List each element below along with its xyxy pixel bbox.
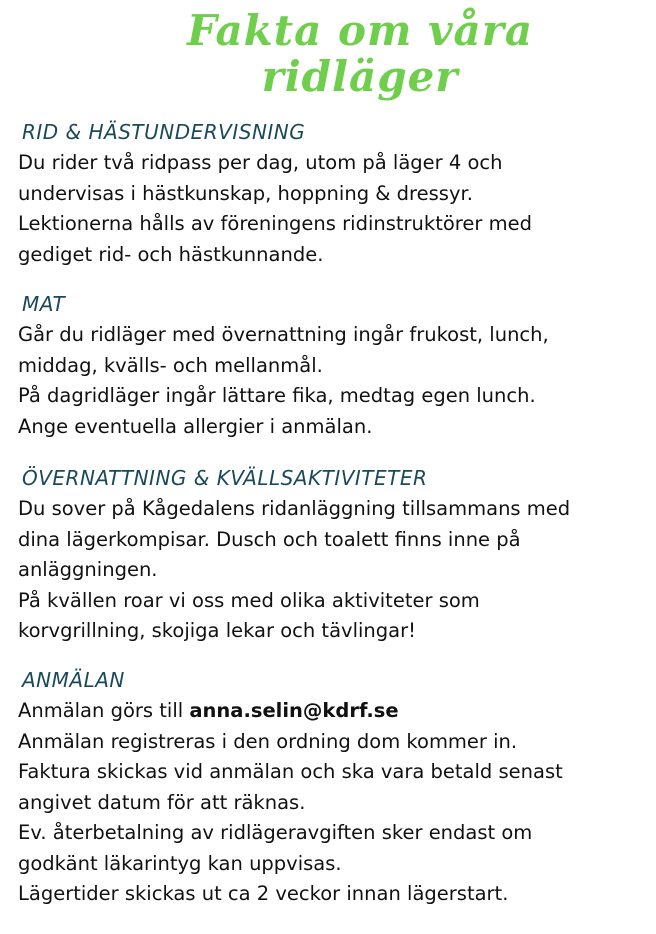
section-heading: ANMÄLAN: [22, 668, 125, 692]
body-line: Lektionerna hålls av föreningens ridinstruktörer med: [18, 212, 532, 235]
section-body: [18, 148, 638, 270]
body-line: angivet datum för att räknas.: [18, 790, 306, 814]
body-line: Anmälan registreras i den ordning dom kommer in.: [18, 729, 518, 753]
page-title: [150, 8, 570, 100]
body-line: korvgrillning, skojiga lekar och tävlingar!: [18, 619, 416, 642]
body-line: Lägertider skickas ut ca 2 veckor innan lägerstart.: [18, 882, 509, 905]
page-title-line-1: Fakta om våra: [186, 6, 534, 55]
contact-email-link[interactable]: anna.selin@kdrf.se: [189, 699, 399, 722]
body-line: anläggningen.: [18, 558, 158, 581]
section-body: [18, 320, 638, 442]
body-line: undervisas i hästkunskap, hoppning & dressyr.: [18, 181, 473, 205]
body-line-email: [18, 696, 638, 727]
section-body: [18, 696, 638, 910]
body-line: Går du ridläger med övernattning ingår frukost, lunch,: [18, 323, 549, 346]
section-heading: ÖVERNATTNING & KVÄLLSAKTIVITETER: [22, 466, 428, 490]
page-title-line-2: ridläger: [261, 52, 459, 101]
body-line: dina lägerkompisar. Dusch och toalett finns inne på: [18, 527, 521, 551]
body-line: Faktura skickas vid anmälan och ska vara betald senast: [18, 760, 563, 783]
section-heading: RID & HÄSTUNDERVISNING: [22, 120, 306, 144]
section-food: [18, 292, 638, 442]
body-line: godkänt läkarintyg kan uppvisas.: [18, 851, 342, 875]
section-heading: MAT: [22, 292, 66, 316]
email-prefix: Anmälan görs till: [18, 699, 190, 722]
body-line: Du sover på Kågedalens ridanläggning tillsammans med: [18, 497, 571, 520]
body-line: gediget rid- och hästkunnande.: [18, 242, 324, 266]
section-body: [18, 494, 638, 647]
body-line: Ange eventuella allergier i anmälan.: [18, 414, 373, 438]
body-line: På kvällen roar vi oss med olika aktiviteter som: [18, 588, 480, 612]
body-line: middag, kvälls- och mellanmål.: [18, 353, 323, 377]
body-line: På dagridläger ingår lättare fika, medtag egen lunch.: [18, 384, 536, 407]
body-line: Ev. återbetalning av ridlägeravgiften sker endast om: [18, 821, 533, 844]
section-riding-instruction: [18, 120, 638, 270]
body-line: Du rider två ridpass per dag, utom på läger 4 och: [18, 151, 503, 174]
section-registration: [18, 668, 638, 910]
section-overnight-activities: [18, 466, 638, 647]
